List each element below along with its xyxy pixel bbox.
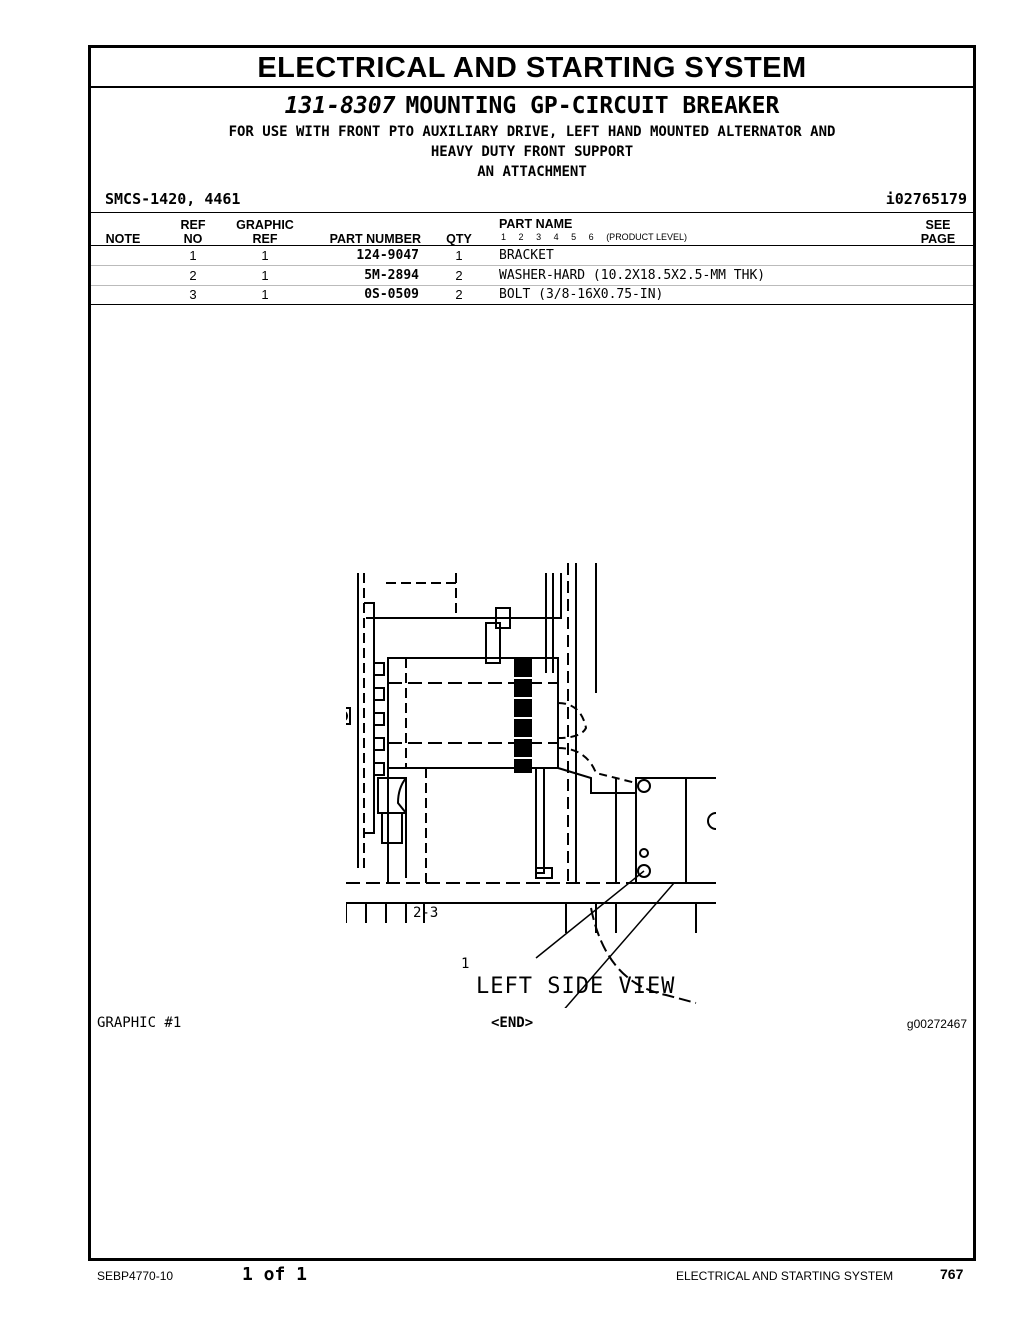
header-part-name: PART NAME <box>499 217 573 231</box>
row-part-number[interactable]: 5M-2894 <box>364 268 419 283</box>
row-graphic-ref: 1 <box>261 287 269 302</box>
footer-page-number: 767 <box>940 1266 964 1282</box>
graphic-id: g00272467 <box>906 1017 967 1031</box>
header-graphic-ref <box>231 218 299 246</box>
row-part-name: BRACKET <box>499 248 554 263</box>
product-levels <box>501 232 697 242</box>
header-graphic-top: GRAPHIC <box>236 218 294 232</box>
level-5: 5 <box>571 232 577 242</box>
row-ref: 1 <box>189 248 197 263</box>
level-2: 2 <box>518 232 524 242</box>
level-1: 1 <box>501 232 507 242</box>
header-ref-bottom: NO <box>183 232 203 246</box>
row-qty: 1 <box>455 248 463 263</box>
header-note: NOTE <box>105 232 141 246</box>
parts-illustration <box>346 563 716 1008</box>
header-qty: QTY <box>446 232 472 246</box>
usage-description <box>131 122 933 182</box>
header-part-number: PART NUMBER <box>329 232 421 246</box>
row-part-number[interactable]: 124-9047 <box>356 248 419 263</box>
footer-section: ELECTRICAL AND STARTING SYSTEM <box>676 1269 894 1283</box>
info-id: i02765179 <box>885 190 967 208</box>
header-ref <box>173 218 213 246</box>
footer-page-of: 1 of 1 <box>242 1264 308 1285</box>
usage-line: FOR USE WITH FRONT PTO AUXILIARY DRIVE, LEFT HAND MOUNTED ALTERNATOR AND <box>228 124 836 140</box>
header-see-bottom: PAGE <box>920 232 956 246</box>
header-see-top: SEE <box>925 218 951 232</box>
level-6: 6 <box>588 232 594 242</box>
row-ref: 2 <box>189 268 197 283</box>
header-ref-top: REF <box>180 218 206 232</box>
row-part-name: BOLT (3/8-16X0.75-IN) <box>499 287 664 302</box>
table-row <box>91 246 973 266</box>
table-top-rule <box>91 212 973 213</box>
view-label: LEFT SIDE VIEW <box>476 974 676 999</box>
row-ref: 3 <box>189 287 197 302</box>
table-row <box>91 266 973 286</box>
footer-doc-id: SEBP4770-10 <box>97 1269 174 1283</box>
section-title: ELECTRICAL AND STARTING SYSTEM <box>91 48 973 88</box>
group-part-number[interactable]: 131-8307 <box>284 93 396 119</box>
page-frame <box>88 45 976 1261</box>
graphic-label: GRAPHIC #1 <box>97 1015 182 1031</box>
callout-2-3: 2-3 <box>413 905 439 921</box>
level-3: 3 <box>536 232 542 242</box>
product-level-label: (PRODUCT LEVEL) <box>606 232 688 242</box>
group-name: MOUNTING GP-CIRCUIT BREAKER <box>405 93 780 119</box>
usage-line: AN ATTACHMENT <box>477 164 587 180</box>
row-part-name: WASHER-HARD (10.2X18.5X2.5-MM THK) <box>499 268 766 283</box>
row-graphic-ref: 1 <box>261 268 269 283</box>
table-row <box>91 285 973 305</box>
header-see-page <box>913 218 963 246</box>
row-graphic-ref: 1 <box>261 248 269 263</box>
group-title <box>91 92 973 120</box>
row-qty: 2 <box>455 268 463 283</box>
row-part-number[interactable]: 0S-0509 <box>364 287 419 302</box>
smcs-code: SMCS-1420, 4461 <box>105 190 241 208</box>
usage-line: HEAVY DUTY FRONT SUPPORT <box>430 144 634 160</box>
callout-1: 1 <box>461 956 470 972</box>
row-qty: 2 <box>455 287 463 302</box>
header-graphic-bottom: REF <box>252 232 278 246</box>
end-marker: <END> <box>491 1015 534 1031</box>
level-4: 4 <box>553 232 559 242</box>
